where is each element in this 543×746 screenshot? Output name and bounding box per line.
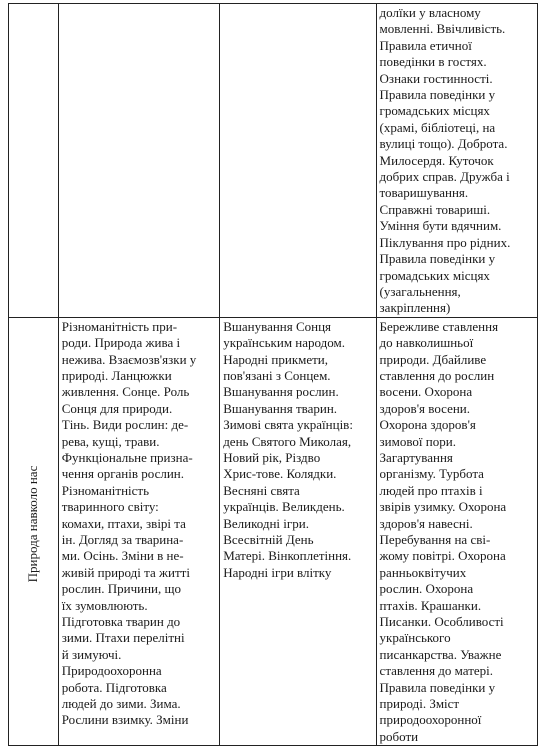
text-line: природи. Дбайливе bbox=[379, 351, 487, 367]
text-line: Загартування bbox=[379, 449, 453, 465]
text-line: (храмі, бібліотеці, на bbox=[379, 119, 496, 135]
text-line: добрих справ. Дружба і bbox=[379, 169, 510, 185]
text-line: Сонця для природи. bbox=[61, 400, 173, 416]
text-line: Правила поведінки у bbox=[379, 679, 496, 695]
text-line: звірів узимку. Охорона bbox=[379, 499, 507, 515]
text-line: комахи, птахи, звірі та bbox=[61, 515, 186, 531]
text-line: закріплення) bbox=[379, 300, 451, 316]
section-title: Природа навколо нас bbox=[25, 465, 41, 583]
text-line: Всесвітній День bbox=[223, 532, 314, 547]
text-line: й зимуючі. bbox=[61, 646, 122, 662]
text-line: ранньоквітучих bbox=[379, 564, 467, 580]
text-line: поведінки в гостях. bbox=[379, 54, 487, 70]
text-line: чення органів рослин. bbox=[61, 466, 185, 482]
text-line: Вшанування Сонця bbox=[223, 318, 332, 334]
text-line: живій природі та житті bbox=[61, 564, 190, 580]
text-line: нежива. Взаємозв'язки у bbox=[61, 351, 197, 367]
text-line: роботи bbox=[379, 728, 419, 744]
text-line: Підготовка тварин до bbox=[61, 614, 181, 630]
row2-section-cell bbox=[9, 317, 59, 746]
text-line: Охорона здоров'я bbox=[379, 417, 476, 433]
text-line: громадських місцях bbox=[379, 103, 490, 119]
text-line: живлення. Сонце. Роль bbox=[61, 384, 190, 400]
text-line: громадських місцях bbox=[379, 267, 490, 283]
text-line: Великодні ігри. bbox=[223, 515, 309, 531]
text-line: їх зумовлюють. bbox=[61, 597, 148, 613]
text-line: Правила етичної bbox=[379, 37, 472, 53]
text-line: Вшанування рослин. bbox=[223, 384, 339, 400]
text-line: вулиці тощо). Доброта. bbox=[379, 136, 508, 152]
text-line: товаришування. bbox=[379, 185, 469, 201]
text-line: Хрис-тове. Колядки. bbox=[223, 466, 337, 482]
text-line: Природоохоронна bbox=[61, 663, 162, 679]
text-line: зими. Птахи перелітні bbox=[61, 630, 185, 646]
text-line: Рослини взимку. Зміни bbox=[61, 712, 189, 728]
text-line: восени. Охорона bbox=[379, 384, 473, 400]
text-line: тваринного світу: bbox=[61, 499, 159, 515]
text-line: Різноманітність bbox=[61, 482, 150, 498]
text-line: Новий рік, Різдво bbox=[223, 449, 321, 465]
text-line: українців. Великдень. bbox=[223, 499, 345, 515]
table-row-1 bbox=[9, 4, 538, 318]
text-line: писанкарства. Уважне bbox=[379, 646, 502, 662]
text-line: ставлення до рослин bbox=[379, 367, 495, 383]
text-line: Різноманітність при- bbox=[61, 318, 178, 334]
text-line: Ознаки гостинності. bbox=[379, 70, 493, 86]
text-line: долїки у власному bbox=[379, 5, 481, 20]
text-line: Весняні свята bbox=[223, 482, 300, 498]
text-line: українським народом. bbox=[223, 335, 345, 351]
text-line: пов'язані з Сонцем. bbox=[223, 367, 331, 383]
text-line: Справжні товариші. bbox=[379, 201, 491, 217]
text-line: людей до зими. Зима. bbox=[61, 696, 181, 712]
text-line: ставлення до матері. bbox=[379, 663, 494, 679]
text-line: Функціональне призна- bbox=[61, 449, 193, 465]
text-line: день Святого Миколая, bbox=[223, 433, 352, 449]
text-line: Матері. Вінкоплетіння. bbox=[223, 548, 352, 564]
text-line: Милосердя. Куточок bbox=[379, 152, 494, 168]
row2-culture-cell bbox=[220, 317, 376, 746]
text-line: робота. Підготовка bbox=[61, 679, 167, 695]
text-line: Перебування на сві- bbox=[379, 532, 491, 547]
text-line: Уміння бути вдячним. bbox=[379, 218, 502, 234]
text-line: Вшанування тварин. bbox=[223, 400, 338, 416]
table-row-2 bbox=[9, 317, 538, 746]
text-line: Правила поведінки у bbox=[379, 251, 496, 267]
text-line: Народні прикмети, bbox=[223, 351, 329, 367]
text-line: людей про птахів і bbox=[379, 482, 483, 498]
text-line: природоохоронної bbox=[379, 712, 482, 728]
text-line: мовленні. Ввічливість. bbox=[379, 21, 506, 37]
row1-section-cell bbox=[9, 4, 59, 318]
text-line: Бережливе ставлення bbox=[379, 318, 499, 334]
row1-content-cell bbox=[58, 4, 219, 318]
text-line: українського bbox=[379, 630, 451, 646]
text-line: птахів. Крашанки. bbox=[379, 597, 482, 613]
curriculum-table bbox=[8, 3, 538, 746]
text-line: ми. Осінь. Зміни в не- bbox=[61, 548, 184, 564]
text-line: до навколишньої bbox=[379, 335, 474, 351]
text-line: природі. Зміст bbox=[379, 696, 460, 712]
text-line: зимової пори. bbox=[379, 433, 456, 449]
text-line: Тінь. Види рослин: де- bbox=[61, 417, 189, 433]
text-line: рослин. Охорона bbox=[379, 581, 474, 597]
text-line: Народні ігри влітку bbox=[223, 564, 332, 580]
text-line: (узагальнення, bbox=[379, 283, 461, 299]
text-line: здоров'я восени. bbox=[379, 400, 471, 416]
row1-culture-cell bbox=[220, 4, 376, 318]
row1-values-cell bbox=[376, 4, 537, 318]
row2-content-cell bbox=[58, 317, 219, 746]
text-line: Зимові свята українців: bbox=[223, 417, 353, 433]
text-line: рева, кущі, трави. bbox=[61, 433, 160, 449]
text-line: ін. Догляд за тварина- bbox=[61, 532, 184, 547]
text-line: здоров'я навесні. bbox=[379, 515, 473, 531]
text-line: Правила поведінки у bbox=[379, 87, 496, 103]
text-line: рослин. Причини, що bbox=[61, 581, 182, 597]
text-line: організму. Турбота bbox=[379, 466, 484, 482]
text-line: роди. Природа жива і bbox=[61, 335, 181, 351]
text-line: Піклування про рідних. bbox=[379, 234, 511, 250]
text-line: природі. Ланцюжки bbox=[61, 367, 172, 383]
row2-values-cell bbox=[376, 317, 537, 746]
text-line: Писанки. Особливості bbox=[379, 614, 504, 630]
text-line: жому повітрі. Охорона bbox=[379, 548, 506, 564]
